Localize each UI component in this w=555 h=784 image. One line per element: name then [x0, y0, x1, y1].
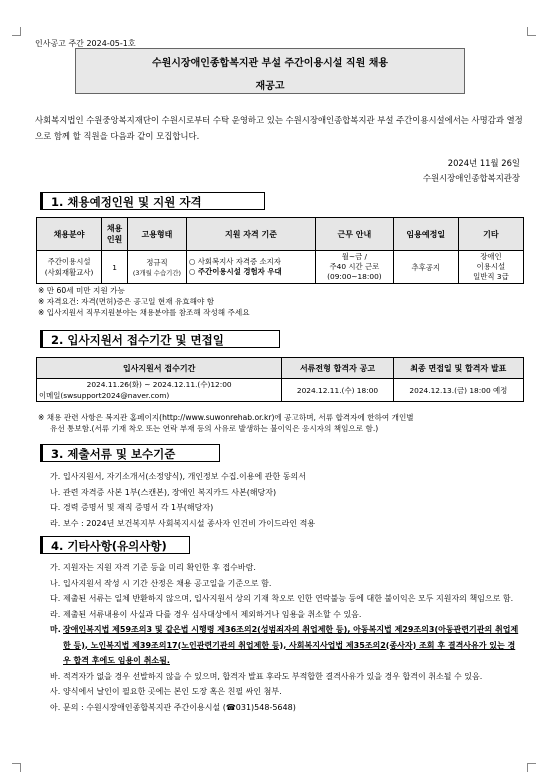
note-line: ※ 만 60세 미만 지원 가능	[38, 286, 125, 295]
table-header: 입사지원서 접수기간	[37, 358, 282, 379]
list-item: 라. 보수 : 2024년 보건복지부 사회복지시설 종사자 인건비 가이드라인 적용	[50, 518, 316, 528]
section-heading-4: 4. 기타사항(유의사항)	[40, 536, 190, 554]
crop-mark	[527, 27, 536, 36]
list-item: 바. 적격자가 없을 경우 선발하지 않을 수 있으며, 합격자 발표 후라도 부적합한 결격사유가 있을 경우 합격이 취소될 수 있음.	[50, 671, 483, 681]
schedule-table	[36, 357, 524, 402]
table-header-row	[37, 218, 524, 251]
list-item: 사. 양식에서 날인이 필요한 곳에는 본인 도장 혹은 친필 싸인 첨부.	[50, 687, 282, 696]
start-cell: 추후공지	[393, 251, 458, 284]
list-item: 다. 경력 증명서 및 재직 증명서 각 1부(해당자)	[50, 503, 214, 512]
table-row	[37, 251, 524, 284]
note-line: ※ 채용 관련 사항은 복지관 홈페이지(http://www.suwonrehab.or.kr)에 공고하며, 서류 합격자에 한하여 개인별	[38, 413, 414, 422]
work-cell: 월~금 / 주40 시간 근로 (09:00~18:00)	[316, 251, 394, 284]
crop-mark	[12, 27, 21, 36]
table-header: 기타	[458, 218, 523, 251]
list-item: 나. 관련 자격증 사본 1부(스캔본), 장애인 복지카드 사본(해당자)	[50, 487, 277, 497]
doc-result-cell: 2024.12.11.(수) 18:00	[282, 379, 393, 402]
crop-mark	[527, 763, 536, 772]
section-heading-3: 3. 제출서류 및 보수기준	[40, 444, 220, 462]
notes-1	[38, 285, 523, 318]
final-cell: 2024.12.13.(금) 18:00 예정	[393, 379, 523, 402]
type-cell: 정규직 (3개월 수습기간)	[127, 251, 186, 284]
table-header: 임용예정일	[393, 218, 458, 251]
notes-2	[38, 412, 523, 434]
period-cell: 2024.11.26(화) ~ 2024.12.11.(수)12:00 이메일(swsupport2024@naver.com)	[37, 379, 282, 402]
table-header: 고용형태	[127, 218, 186, 251]
list-item: 가. 입사지원서, 자기소개서(소정양식), 개인정보 수집.이용에 관한 동의서	[50, 472, 306, 481]
recruitment-table	[36, 217, 524, 284]
title-line-1: 수원시장애인종합복지관 부설 주간이용시설 직원 채용	[151, 58, 389, 69]
section-heading-2: 2. 입사지원서 접수기간 및 면접일	[40, 330, 280, 348]
documents-list	[50, 469, 522, 531]
table-header: 채용분야	[37, 218, 102, 251]
list-item: 아. 문의 : 수원시장애인종합복지관 주간이용시설 (☎031)548-5648)	[50, 702, 296, 712]
organization: 수원시장애인종합복지관장	[422, 173, 520, 183]
list-item: 가. 지원자는 지원 자격 기준 등을 미리 확인한 후 접수바람.	[50, 563, 256, 572]
notes-list	[50, 560, 522, 715]
note-line: ※ 자격요건: 자격(면허)증은 공고일 현재 유효해야 함	[38, 297, 215, 306]
table-header-row	[37, 358, 524, 379]
intro-paragraph: 사회복지법인 수원중앙복지재단이 수원시로부터 수탁 운영하고 있는 수원시장애인종합복지관 부설 주간이용시설에서는 사명감과 열정으로 함께 할 직원을 다음과 같이 모집합니다.	[35, 115, 523, 141]
email-address[interactable]: 이메일(swsupport2024@naver.com)	[39, 391, 170, 400]
list-item: 라. 제출된 서류내용이 사실과 다를 경우 심사대상에서 제외하거나 임용을 취소할 수 있음.	[50, 609, 362, 619]
title-box	[75, 48, 465, 94]
count-cell: 1	[102, 251, 128, 284]
note-line: 유선 통보함.(서류 기재 착오 또는 연락 부재 등의 사유로 발생하는 불이익은 응시자의 책임으로 함.)	[50, 424, 379, 433]
date-block	[423, 156, 520, 186]
crop-mark	[12, 763, 21, 772]
table-header: 채용인원	[102, 218, 128, 251]
table-header: 서류전형 합격자 공고	[282, 358, 393, 379]
criteria-cell: ○ 사회복지사 자격증 소지자 ○ 주간이용시설 경험자 우대	[186, 251, 315, 284]
table-header: 최종 면접일 및 합격자 발표	[393, 358, 523, 379]
section-heading-1: 1. 채용예정인원 및 지원 자격	[40, 192, 265, 210]
title-line-2: 재공고	[255, 81, 285, 92]
announce-date: 2024년 11월 26일	[447, 158, 520, 168]
document-number: 인사공고 주간 2024-05-1호	[35, 39, 136, 48]
etc-cell: 장애인 이용시설 일반직 3급	[458, 251, 523, 284]
table-header: 근무 안내	[316, 218, 394, 251]
table-row	[37, 379, 524, 402]
table-header: 지원 자격 기준	[186, 218, 315, 251]
field-cell: 주간이용시설 (사회재활교사)	[37, 251, 102, 284]
list-item-emphasis: 마. 장애인복지법 제59조의3 및 같은법 시행령 제36조의2(성범죄자의 취업제한 등), 아동복지법 제29조의3(아동관련기관의 취업제한 등), 노인복지법 제39조의17(노인관련기관의 취업제한 등), 사회복지사업법 제35조의2(종사자) 조회 후 결격사유가 있는 경우 합격 후에도 임용이 취소됨.	[50, 625, 519, 665]
note-line: ※ 입사지원서 직무지원분야는 채용분야를 참조해 작성해 주세요	[38, 308, 250, 317]
list-item: 다. 제출된 서류는 일체 반환하지 않으며, 입사지원서 상의 기재 착오로 인한 연락불능 등에 대한 불이익은 모두 지원자의 책임으로 함.	[50, 594, 514, 603]
list-item: 나. 입사지원서 작성 시 기간 산정은 채용 공고일을 기준으로 함.	[50, 578, 272, 588]
